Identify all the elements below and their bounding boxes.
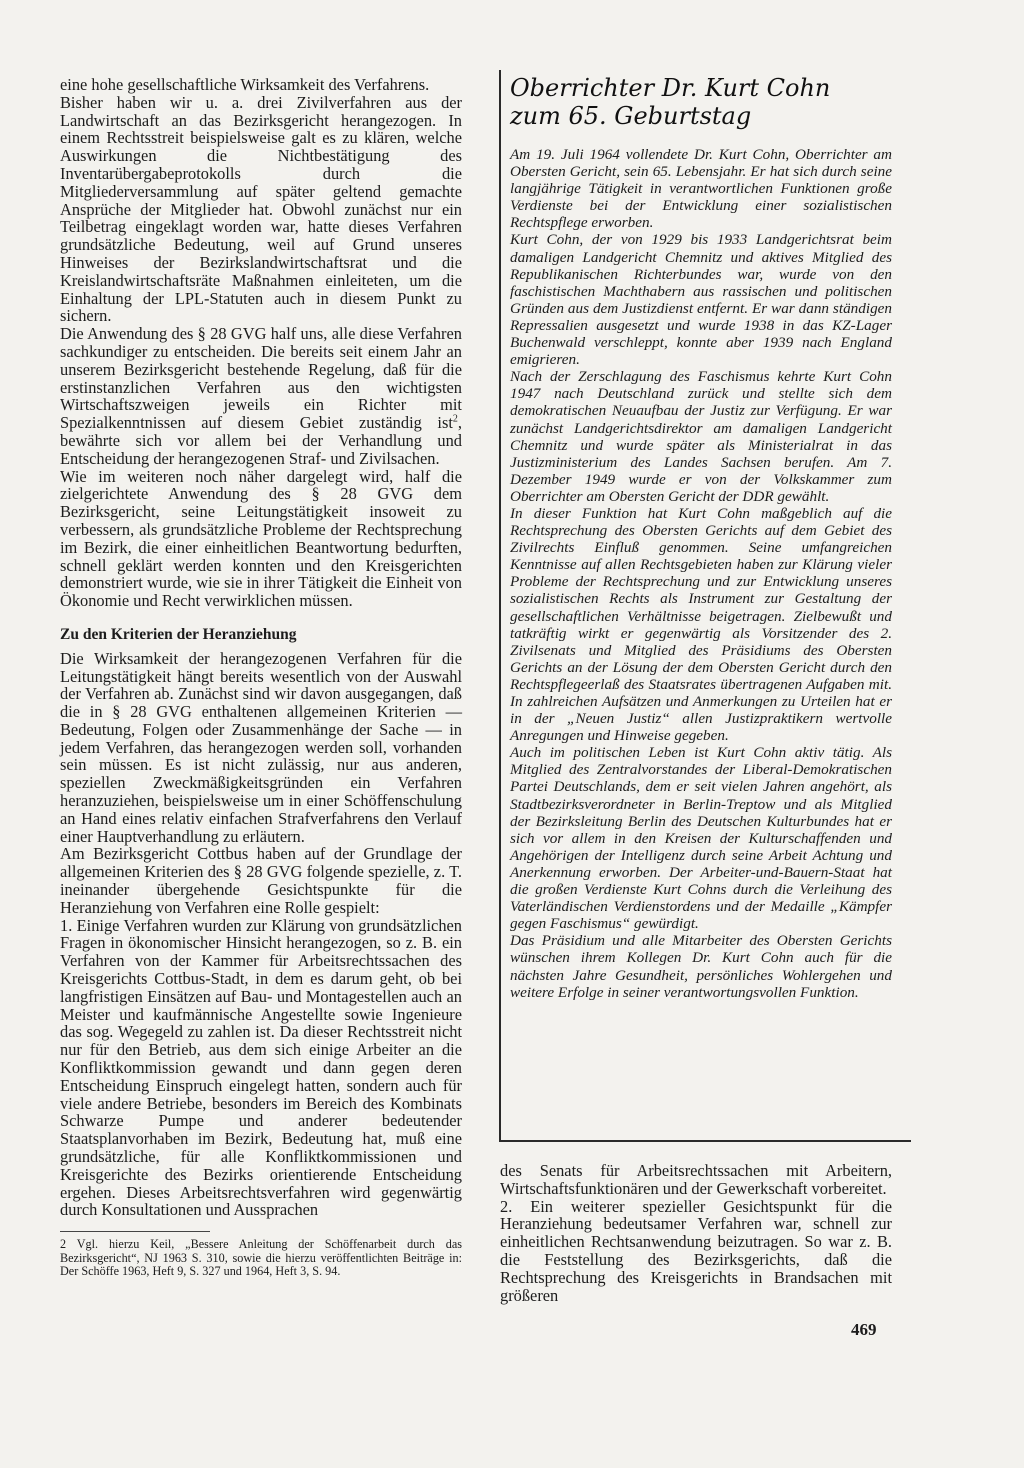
left-column (60, 76, 462, 1279)
tribute-title (510, 74, 890, 130)
paragraph: Bisher haben wir u. a. drei Zivilverfahren aus der Landwirtschaft an das Bezirksgericht herangezogen. In einem Rechtsstreit beispielsweise galt es zu klären, welche Auswirkungen die Nichtbestätigung des Inventarübergabeprotokolls durch die Mitgliederversammlung auf später geltend gemachte Ansprüche der Mitglieder hat. Obwohl zunächst nur ein Teilbetrag eingeklagt worden war, hatte dieses Verfahren grundsätzliche Bedeutung, weil auf Grund unseres Hinweises der Bezirkslandwirtschaftsrat und die Kreislandwirtschaftsräte Maßnahmen einleiteten, um die Einhaltung der LPL-Statuten auch in diesem Punkt zu sichern. (60, 92, 462, 326)
tribute-body (510, 146, 892, 1001)
tribute-title-line: zum 65. Geburtstag (510, 102, 752, 130)
tribute-title-line: Oberrichter Dr. Kurt Cohn (510, 74, 831, 102)
paragraph: eine hohe gesellschaftliche Wirksamkeit des Verfahrens. (60, 75, 430, 94)
tribute-paragraph: Am 19. Juli 1964 vollendete Dr. Kurt Cohn, Oberrichter am Obersten Gericht, sein 65. Lebensjahr. Er hat sich durch seine langjährige Tätigkeit in verantwortlichen Funktionen große Verdienste bei der Entwicklung einer sozialistischen Rechtspflege erworben. (510, 146, 892, 232)
paragraph (60, 325, 462, 467)
paragraph-text: , bewährte sich vor allem bei der Verhandlung und Entscheidung der herangezogenen Straf- und Zivilsachen. (60, 413, 462, 468)
tribute-paragraph: Nach der Zerschlagung des Faschismus kehrte Kurt Cohn 1947 nach Deutschland zurück und stellte sich dem demokratischen Neuaufbau der Justiz zur Verfügung. Er war zunächst Landgerichtsdirektor am damaligen Landgericht Chemnitz und wurde später als Ministerialrat in das Justizministerium des Landes Sachsen berufen. Am 7. Dezember 1949 wurde er von der Volkskammer zum Oberrichter am Obersten Gericht der DDR gewählt. (510, 368, 892, 505)
paragraph-text: Die Anwendung des § 28 GVG half uns, alle diese Verfahren sachkundiger zu entscheiden. Die bereits seit einem Jahr an unserem Bezirksgericht bestehende Regelung, daß für die erstinstanzlichen Verfahren aus den wichtigsten Wirtschaftszweigen jeweils ein Richter mit Spezialkenntnissen auf diesem Gebiet zuständig ist (60, 324, 462, 433)
tribute-paragraph: In dieser Funktion hat Kurt Cohn maßgeblich auf die Rechtsprechung des Obersten Gerichts auf dem Gebiet des Zivilrechts Einfluß genommen. Seine umfangreichen Kenntnisse auf allen Rechtsgebieten haben zur Klärung vieler Probleme der Rechtsprechung und zur Entwicklung unseres sozialistischen Rechts als Instrument zur Gestaltung der gesellschaftlichen Verhältnisse beigetragen. Zielbewußt und tatkräftig wirkt er gegenwärtig als Vorsitzender des 2. Zivilsenats und Mitglied des Präsidiums des Obersten Gerichts an der Lösung der dem Obersten Gericht durch den Rechtspflegeerlaß des Staatsrates übertragenen Aufgaben mit. In zahlreichen Aufsätzen und Anmerkungen zu Urteilen hat er in der „Neuen Justiz“ allen Justizpraktikern wertvolle Anregungen und Hinweise gegeben. (510, 504, 892, 745)
paragraph: Am Bezirksgericht Cottbus haben auf der Grundlage der allgemeinen Kriterien des § 28 GVG folgende spezielle, z. T. ineinander übergehende Gesichtspunkte für die Heranziehung von Verfahren eine Rolle gespielt: (60, 844, 462, 917)
page-number: 469 (851, 1320, 877, 1339)
tribute-paragraph: Kurt Cohn, der von 1929 bis 1933 Landgerichtsrat beim damaligen Landgericht Chemnitz und aktives Mitglied des Republikanischen Richterbundes war, wurde von den faschistischen Machthabern aus rassischen und politischen Gründen aus dem Justizdienst entfernt. Er war dann ständigen Repressalien ausgesetzt und wurde 1938 in das KZ-Lager Buchenwald verschleppt, konnte aber 1939 nach England emigrieren. (510, 231, 892, 369)
tribute-paragraph: Das Präsidium und alle Mitarbeiter des Obersten Gerichts wünschen ihrem Kollegen Dr. Kurt Cohn auch für die nächsten Jahre Gesundheit, persönliches Wohlergehen und weitere Erfolge in seiner verantwortungsvollen Funktion. (510, 932, 892, 1001)
footnote-marker: 2 (452, 413, 458, 425)
section-heading: Zu den Kriterien der Heranziehung (60, 625, 297, 643)
paragraph: 2. Ein weiterer spezieller Gesichtspunkt für die Heranziehung bedeutsamer Verfahren war, schnell zur einheitlichen Rechtsanwendung beizutragen. So war z. B. die Feststellung des Bezirksgerichts, daß die Rechtsprechung des Kreisgerichts in Brandsachen mit größeren (500, 1196, 892, 1305)
paragraph: Die Wirksamkeit der herangezogenen Verfahren für die Leitungstätigkeit hängt bereits wesentlich von der Auswahl der Verfahren ab. Zunächst sind wir davon ausgegangen, daß die in § 28 GVG enthaltenen allgemeinen Kriterien — Bedeutung, Folgen oder Zusammenhänge der Sache — in jedem Verfahren, das herangezogen werden soll, vorhanden sein müssen. Es ist nicht zulässig, nur aus anderen, speziellen Zweckmäßigkeitsgründen ein Verfahren heranzuziehen, beispielsweise um in einer Schöffenschulung an Hand eines relativ einfachen Strafverfahrens den Verlauf einer Hauptverhandlung zu erläutern. (60, 648, 462, 846)
paragraph: Wie im weiteren noch näher dargelegt wird, half die zielgerichtete Anwendung des § 28 GVG dem Bezirksgericht, seine Leitungstätigkeit insoweit zu verbessern, als grundsätzliche Probleme der Rechtsprechung im Bezirk, die einer einheitlichen Beantwortung bedurften, schnell geklärt werden konnten und den Kreisgerichten demonstriert wurde, wie sie in ihrer Tätigkeit die Einheit von Ökonomie und Recht verwirklichen müssen. (60, 466, 462, 611)
footnote: 2 Vgl. hierzu Keil, „Bessere Anleitung der Schöffenarbeit durch das Bezirksgericht“, NJ 1963 S. 310, sowie die hierzu veröffentlichten Beiträge in: Der Schöffe 1963, Heft 9, S. 327 und 1964, Heft 3, S. 94. (60, 1237, 462, 1279)
footnote-divider (60, 1231, 210, 1232)
paragraph: des Senats für Arbeitsrechtssachen mit Arbeitern, Wirtschaftsfunktionären und der Gewerkschaft vorbereitet. (500, 1161, 892, 1198)
paragraph: 1. Einige Verfahren wurden zur Klärung von grundsätzlichen Fragen in ökonomischer Hinsicht herangezogen, so z. B. ein Verfahren von der Kammer für Arbeitsrechtssachen des Kreisgerichts Cottbus-Stadt, in dem es darum geht, ob bei langfristigen Einsätzen auf Bau- und Montagestellen auch an Meister und kaufmännische Angestellte sowie Ingenieure das sog. Wegegeld zu zahlen ist. Da dieser Rechtsstreit nicht nur für den Betrieb, aus dem sich einige Arbeiter an die Konfliktkommission gewandt und dann gegen deren Entscheidung Einspruch eingelegt hatten, sondern auch für viele andere Betriebe, besonders im Bereich des Kombinats Schwarze Pumpe und anderer bedeutender Staatsplanvorhaben im Bezirk, Bedeutung hat, muß eine grundsätzliche, für alle Konfliktkommissionen und Kreisgerichte des Bezirks orientierende Entscheidung ergehen. Dieses Arbeitsrechtsverfahren wird gegenwärtig durch Konsultationen und Aussprachen (60, 915, 462, 1220)
right-column-continuation (500, 1162, 892, 1304)
tribute-paragraph: Auch im politischen Leben ist Kurt Cohn aktiv tätig. Als Mitglied des Zentralvorstandes der Liberal-Demokratischen Partei Deutschlands, dem er seit vielen Jahren angehört, als Stadtbezirksverordneter in Berlin-Treptow und als Mitglied der Bezirksleitung Berlin des Deutschen Kulturbundes hat er sich vor allem in den Kreisen der Kulturschaffenden und Angehörigen der Intelligenz durch seine Arbeit Achtung und Anerkennung erworben. Der Arbeiter-und-Bauern-Staat hat die großen Verdienste Kurt Cohns durch die Verleihung des Vaterländischen Verdienstordens und der Medaille „Kämpfer gegen Faschismus“ gewürdigt. (510, 744, 892, 933)
